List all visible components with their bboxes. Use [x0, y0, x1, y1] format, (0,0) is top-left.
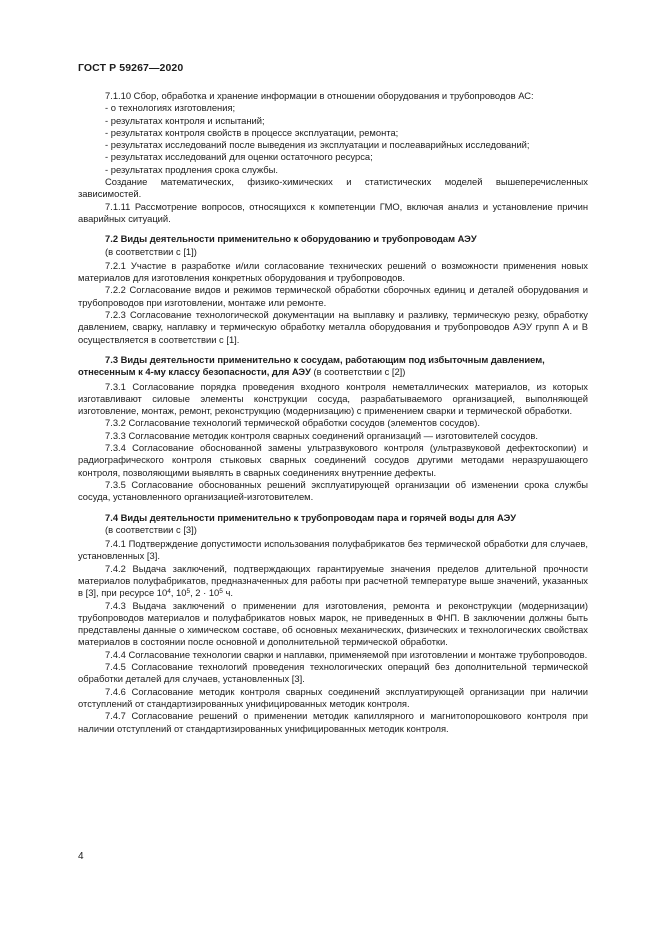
list-item: - о технологиях изготовления;	[105, 102, 236, 114]
paragraph-7-4-6: 7.4.6 Согласование методик контроля сварных соединений эксплуатирующей организации при наличии отступлений от стандартизированных унифицированных методик контроля.	[78, 685, 588, 709]
paragraph-7-4-1: 7.4.1 Подтверждение допустимости использования полуфабрикатов без термической обработки для случаев, установленных [3].	[78, 538, 588, 562]
list-item: - результатах контроля и испытаний;	[105, 114, 265, 126]
section-title-7-4: 7.4 Виды деятельности применительно к трубопроводам пара и горячей воды для АЭУ	[105, 511, 517, 523]
paragraph-7-1-10: 7.1.10 Сбор, обработка и хранение информации в отношении оборудования и трубопроводов АС:	[105, 90, 534, 101]
exponent: 5	[186, 588, 191, 596]
paragraph-7-3-4: 7.3.4 Согласование обоснованной замены ультразвукового контроля (ультразвуковой дефектоскопии) и радиографического контроля стыковых сварных соединений сосудов другими методами неразрушающего контроля, позволяющими выявлять в сварных соединениях внутренние дефекты.	[78, 442, 588, 478]
paragraph-7-3-2: 7.3.2 Согласование технологий термической обработки сосудов (элементов сосудов).	[105, 417, 481, 429]
paragraph-7-4-2	[78, 563, 588, 600]
paragraph-7-4-5: 7.4.5 Согласование технологий проведения технологических операций без дополнительной термической обработки деталей для случаев, установленных [3].	[78, 661, 588, 685]
paragraph-7-4-3: 7.4.3 Выдача заключений о применении для изготовления, ремонта и реконструкции (модернизации) трубопроводов материалов и полуфабрикатов новых марок, не приведенных в ФНП. В заключении должны быть представлены данные о химическом составе, об основных механических, физических и технологических свойствах материалов в состоянии после основной и дополнительной термической обработки.	[78, 599, 588, 648]
paragraph-7-2-3: 7.2.3 Согласование технологической документации на выплавку и разливку, термическую резку, обработку давлением, сварку, наплавку и термическую обработку металла оборудования и трубопроводов АЭУ групп А и В осуществляется в соответствии с [1].	[78, 309, 588, 345]
paragraph-7-1-11: 7.1.11 Рассмотрение вопросов, относящихся к компетенции ГМО, включая анализ и установление причин аварийных ситуаций.	[78, 200, 588, 224]
paragraph-7-4-2-text: 7.4.2 Выдача заключений, подтверждающих гарантируемые значения пределов длительной прочности материалов полуфабрикатов, предназначенных для работы при расчетной температуре выше значений, указанных в [3], при ресурсе 10	[78, 562, 588, 599]
section-ref-7-4: (в соответствии с [3])	[105, 523, 197, 535]
section-title-7-3-text: 7.3 Виды деятельности применительно к сосудам, работающим под избыточным давлением, отнесенным к 4-му классу безопасности, для АЭУ	[78, 353, 545, 378]
paragraph-7-3-1: 7.3.1 Согласование порядка проведения входного контроля неметаллических материалов, из которых изготавливают силовые элементы конструкции сосуда, разрабатываемого организацией, выполняющей изготовление, монтаж, ремонт, реконструкцию (модернизацию) с применением сварки и термической обработки.	[78, 380, 588, 417]
paragraph-7-2-1: 7.2.1 Участие в разработке и/или согласование технических решений о возможности применения новых материалов для изготовления конкретных оборудования и трубопроводов.	[78, 259, 588, 284]
page-number: 4	[78, 851, 84, 862]
section-ref-7-2: (в соответствии с [1])	[105, 245, 197, 257]
unit-text: ч.	[222, 587, 233, 599]
list-item: - результатах исследований для оценки остаточного ресурса;	[105, 151, 373, 163]
document-body	[78, 90, 588, 735]
list-item: - результатах продления срока службы.	[105, 163, 278, 175]
list-item: - результатах контроля свойств в процессе эксплуатации, ремонта;	[105, 126, 399, 138]
paragraph-7-2-2: 7.2.2 Согласование видов и режимов термической обработки сборочных единиц и деталей оборудования и трубопроводов при изготовлении, монтаже или ремонте.	[78, 284, 588, 308]
paragraph-7-4-4: 7.4.4 Согласование технологии сварки и наплавки, применяемой при изготовлении и монтаже трубопроводов.	[105, 648, 588, 660]
document-header: ГОСТ Р 59267—2020	[78, 62, 184, 74]
section-title-7-2: 7.2 Виды деятельности применительно к оборудованию и трубопроводам АЭУ	[105, 233, 477, 245]
list-item: - результатах исследований после выведения из эксплуатации и послеаварийных исследований;	[105, 139, 530, 151]
section-title-7-3	[78, 354, 588, 379]
section-ref-7-3: (в соответствии с [2])	[310, 366, 406, 378]
separator: , 10	[170, 587, 187, 599]
paragraph-7-3-5: 7.3.5 Согласование обоснованных решений эксплуатирующей организации об изменении срока службы сосуда, установленного организацией-изготовителем.	[78, 478, 588, 503]
paragraph-7-4-7: 7.4.7 Согласование решений о применении методик капиллярного и магнитопорошкового контроля при наличии отступлений от стандартизированных унифицированных методик контроля.	[78, 710, 588, 734]
paragraph-7-3-3: 7.3.3 Согласование методик контроля сварных соединений организаций — изготовителей сосудов.	[105, 429, 538, 441]
paragraph-models: Создание математических, физико-химических и статистических моделей вышеперечисленных зависимостей.	[78, 176, 588, 200]
exponent: 5	[219, 588, 223, 596]
separator: , 2 · 10	[190, 587, 220, 599]
exponent: 4	[167, 588, 171, 596]
